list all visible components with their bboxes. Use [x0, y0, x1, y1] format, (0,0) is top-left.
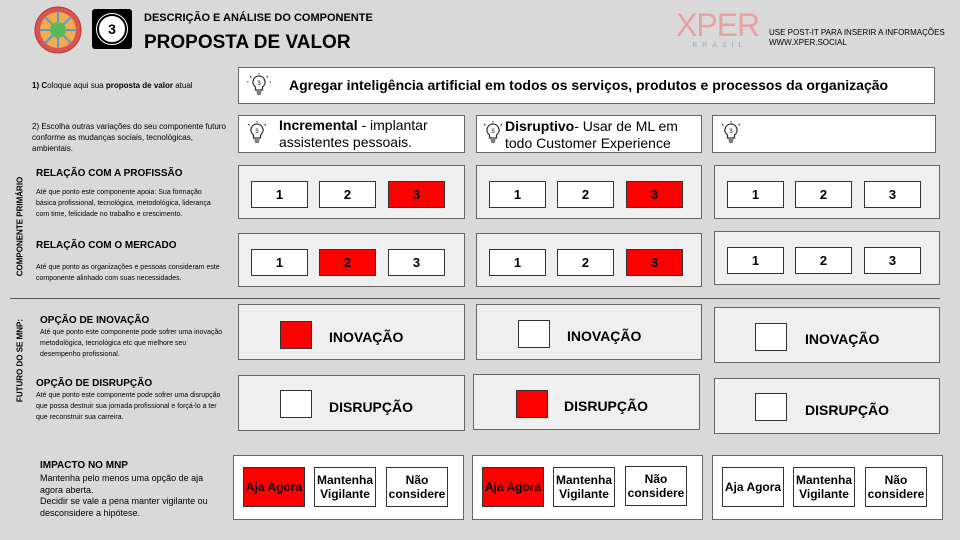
innovation-panel-2	[476, 304, 702, 360]
brand-name: XPER	[676, 7, 760, 43]
disregard-button[interactable]: Não considere	[386, 467, 448, 507]
profession-relation-title: RELAÇÃO COM A PROFISSÃO	[36, 168, 183, 179]
innovation-panel-3	[714, 307, 940, 363]
innovation-label: INOVAÇÃO	[567, 328, 642, 344]
q1-suffix: atual	[172, 81, 193, 90]
innovation-label: INOVAÇÃO	[329, 329, 404, 345]
disruption-checkbox[interactable]	[516, 390, 548, 418]
lightbulb-icon	[247, 73, 271, 97]
variation-desc-1: - implantar assistentes pessoais.	[279, 117, 428, 150]
profession-scale-panel-1	[238, 165, 465, 219]
scale-option-2[interactable]: 2	[557, 249, 614, 276]
disruption-panel-3	[714, 378, 940, 434]
value-proposition-field[interactable]	[238, 67, 935, 104]
stay-vigilant-button[interactable]: Mantenha Vigilante	[314, 467, 376, 507]
innovation-checkbox[interactable]	[280, 321, 312, 349]
variation-title-2: Disruptivo	[505, 118, 575, 134]
market-relation-desc: Até que ponto as organizações e pessoas consideram este componente alinhado com suas necessidades.	[36, 264, 220, 282]
scale-option-3[interactable]: 3	[864, 181, 921, 208]
act-now-button[interactable]: Aja Agora	[722, 467, 784, 507]
lightbulb-icon	[719, 121, 743, 145]
question-2-label: 2) Escolha outras variações do seu componente futuro conforme as mudanças sociais, tecnológicas, ambientais.	[32, 122, 226, 153]
impact-desc-1: Mantenha pelo menos uma opção de aja agora aberta.	[40, 473, 204, 495]
scale-option-1[interactable]: 1	[251, 249, 308, 276]
scale-option-3[interactable]: 3	[626, 249, 683, 276]
variation-text-2	[505, 118, 695, 152]
impact-panel-2	[472, 455, 703, 520]
impact-title: IMPACTO NO MNP	[40, 460, 128, 471]
act-now-button[interactable]: Aja Agora	[243, 467, 305, 507]
market-scale-panel-1	[238, 233, 465, 287]
profession-scale-panel-2	[476, 165, 702, 219]
market-relation-title: RELAÇÃO COM O MERCADO	[36, 240, 177, 251]
q1-text: oloque aqui sua	[47, 81, 106, 90]
profession-scale-panel-3	[714, 165, 940, 219]
scale-option-3[interactable]: 3	[388, 249, 445, 276]
step-number: 3	[97, 14, 127, 44]
svg-text:$: $	[255, 129, 259, 135]
page-title: PROPOSTA DE VALOR	[144, 32, 351, 53]
scale-option-2[interactable]: 2	[319, 181, 376, 208]
disruption-option-title: OPÇÃO DE DISRUPÇÃO	[36, 378, 153, 389]
innovation-checkbox[interactable]	[755, 323, 787, 351]
market-scale-panel-2	[476, 233, 702, 287]
disruption-label: DISRUPÇÃO	[805, 402, 890, 418]
q1-prefix: 1) C	[32, 81, 48, 90]
impact-desc-2: Decidir se vale a pena manter vigilante ou desconsidere a hipótese.	[40, 496, 208, 518]
innovation-option-title: OPÇÃO DE INOVAÇÃO	[40, 315, 150, 326]
disruption-checkbox[interactable]	[280, 390, 312, 418]
innovation-checkbox[interactable]	[518, 320, 550, 348]
variation-box-3[interactable]	[712, 115, 936, 153]
lightbulb-icon	[245, 121, 269, 145]
variation-text-1	[279, 117, 459, 151]
post-it-instruction: USE POST-IT PARA INSERIR A INFORMAÇÕES	[769, 28, 945, 37]
profession-relation-desc: Até que ponto este componente apoia: Sua formação básica profissional, tecnológica, metodológica, liderança com time, felicidade no trabalho e crescimento.	[36, 189, 211, 218]
svg-text:$: $	[491, 129, 495, 135]
step-number-badge	[92, 9, 132, 49]
page-subtitle: DESCRIÇÃO E ANÁLISE DO COMPONENTE	[144, 12, 373, 24]
question-1-label	[32, 80, 232, 91]
scale-option-2[interactable]: 2	[795, 181, 852, 208]
disregard-button[interactable]: Não considere	[625, 466, 687, 506]
variation-desc-2: - Usar de ML em todo Customer Experience	[505, 118, 678, 151]
organization-logo	[34, 6, 82, 54]
svg-text:$: $	[257, 81, 261, 87]
act-now-button[interactable]: Aja Agora	[482, 467, 544, 507]
disruption-label: DISRUPÇÃO	[329, 399, 414, 415]
innovation-option-desc: Até que ponto este componente pode sofrer uma inovação metodológica, tecnológica etc que melhore seu desempenho profissional.	[40, 329, 223, 358]
innovation-label: INOVAÇÃO	[805, 331, 880, 347]
variation-title-1: Incremental	[279, 117, 358, 133]
scale-option-3[interactable]: 3	[626, 181, 683, 208]
section-divider	[10, 298, 940, 299]
disruption-option-desc: Até que ponto este componente pode sofrer uma disrupção que possa destruir sua jornada profissional e forçá-lo a ter que reconstruir sua carreira.	[36, 392, 221, 421]
brand-logo	[676, 7, 760, 52]
disruption-panel-1	[238, 375, 465, 431]
disruption-checkbox[interactable]	[755, 393, 787, 421]
market-scale-panel-3	[714, 231, 940, 285]
stay-vigilant-button[interactable]: Mantenha Vigilante	[553, 467, 615, 507]
scale-option-2[interactable]: 2	[319, 249, 376, 276]
scale-option-3[interactable]: 3	[864, 247, 921, 274]
primary-component-label: COMPONENTE PRIMÁRIO	[15, 176, 25, 277]
svg-text:$: $	[729, 129, 733, 135]
q1-bold: proposta de valor	[105, 81, 173, 90]
disregard-button[interactable]: Não considere	[865, 467, 927, 507]
impact-panel-3	[712, 455, 943, 520]
future-label: FUTURO DO SE MNP:	[15, 318, 25, 403]
website-url: WWW.XPER.SOCIAL	[769, 38, 847, 47]
scale-option-1[interactable]: 1	[727, 181, 784, 208]
innovation-panel-1	[238, 304, 465, 360]
scale-option-1[interactable]: 1	[489, 249, 546, 276]
lightbulb-icon	[481, 121, 505, 145]
disruption-label: DISRUPÇÃO	[564, 398, 649, 414]
scale-option-2[interactable]: 2	[557, 181, 614, 208]
brand-subname: BRASIL	[692, 42, 748, 49]
scale-option-1[interactable]: 1	[727, 247, 784, 274]
scale-option-1[interactable]: 1	[251, 181, 308, 208]
scale-option-2[interactable]: 2	[795, 247, 852, 274]
impact-panel-1	[233, 455, 464, 520]
scale-option-1[interactable]: 1	[489, 181, 546, 208]
variation-box-1[interactable]	[238, 115, 465, 153]
value-proposition-text: Agregar inteligência artificial em todos os serviços, produtos e processos da organização	[289, 77, 889, 93]
stay-vigilant-button[interactable]: Mantenha Vigilante	[793, 467, 855, 507]
scale-option-3[interactable]: 3	[388, 181, 445, 208]
disruption-panel-2	[473, 374, 700, 430]
variation-box-2[interactable]	[476, 115, 702, 153]
